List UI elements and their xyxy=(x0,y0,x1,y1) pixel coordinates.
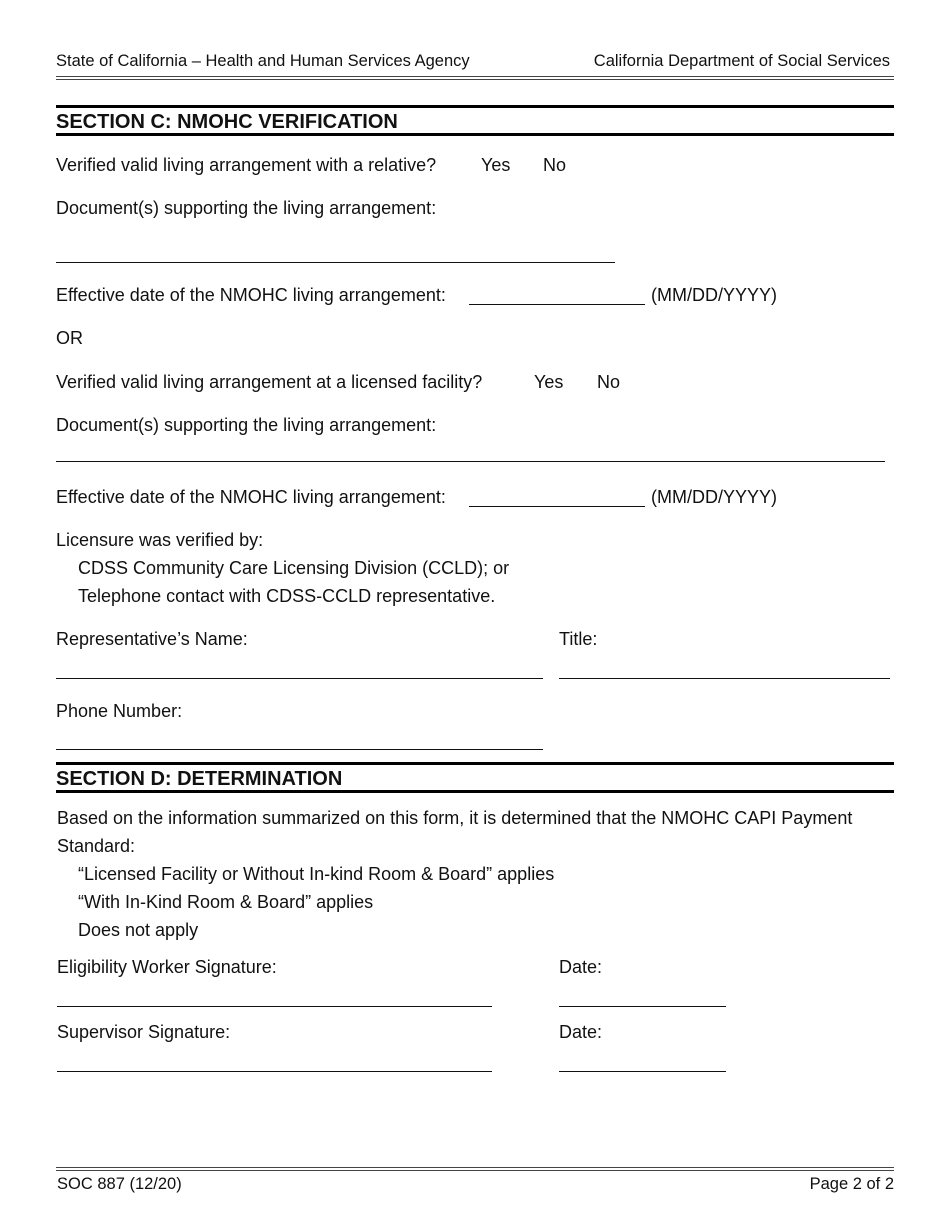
section-d-bottom-rule xyxy=(56,790,894,793)
licensure-label: Licensure was verified by: xyxy=(56,530,264,550)
footer-form-id: SOC 887 (12/20) xyxy=(57,1175,182,1193)
facility-no-option[interactable]: No xyxy=(597,372,621,392)
phone-field[interactable] xyxy=(56,749,543,750)
worker-date-field[interactable] xyxy=(559,1006,726,1007)
relative-question-label: Verified valid living arrangement with a relative? xyxy=(56,155,437,175)
footer-divider xyxy=(56,1167,894,1168)
licensure-option-ccld[interactable]: CDSS Community Care Licensing Division (CCLD); or xyxy=(78,558,510,578)
determination-option-licensed[interactable]: “Licensed Facility or Without In-kind Room & Board” applies xyxy=(78,864,555,884)
determination-text-line1: Based on the information summarized on this form, it is determined that the NMOHC CAPI Payment xyxy=(57,808,853,828)
relative-eff-date-field[interactable] xyxy=(469,304,645,305)
section-c-bottom-rule xyxy=(56,133,894,136)
worker-signature-label: Eligibility Worker Signature: xyxy=(57,957,277,977)
relative-eff-date-label: Effective date of the NMOHC living arrangement: xyxy=(56,285,446,305)
relative-docs-label: Document(s) supporting the living arrangement: xyxy=(56,198,437,218)
relative-docs-field[interactable] xyxy=(56,262,615,263)
rep-name-field[interactable] xyxy=(56,678,543,679)
facility-docs-field[interactable] xyxy=(56,461,885,462)
supervisor-signature-label: Supervisor Signature: xyxy=(57,1022,231,1042)
licensure-option-telephone[interactable]: Telephone contact with CDSS-CCLD representative. xyxy=(78,586,496,606)
header-divider-2 xyxy=(56,79,894,80)
worker-date-label: Date: xyxy=(559,957,603,977)
or-separator: OR xyxy=(56,328,83,348)
section-c-title: SECTION C: NMOHC VERIFICATION xyxy=(56,111,398,133)
rep-title-field[interactable] xyxy=(559,678,890,679)
supervisor-date-label: Date: xyxy=(559,1022,603,1042)
facility-docs-label: Document(s) supporting the living arrangement: xyxy=(56,415,437,435)
determination-option-not-apply[interactable]: Does not apply xyxy=(78,920,199,940)
relative-yes-option[interactable]: Yes xyxy=(481,155,511,175)
facility-question: Verified valid living arrangement at a licensed facility? xyxy=(56,372,483,392)
header-department: California Department of Social Services xyxy=(593,52,890,70)
facility-eff-date-field[interactable] xyxy=(469,506,645,507)
facility-eff-date-label: Effective date of the NMOHC living arrangement: xyxy=(56,487,446,507)
determination-text-line2: Standard: xyxy=(57,836,136,856)
footer-divider-2 xyxy=(56,1170,894,1171)
footer-page-number: Page 2 of 2 xyxy=(809,1175,894,1193)
facility-date-format: (MM/DD/YYYY) xyxy=(651,487,777,507)
section-d-top-rule xyxy=(56,762,894,765)
phone-label: Phone Number: xyxy=(56,701,183,721)
section-d-title: SECTION D: DETERMINATION xyxy=(56,768,343,790)
header-agency: State of California – Health and Human Services Agency xyxy=(56,52,470,70)
supervisor-date-field[interactable] xyxy=(559,1071,726,1072)
section-c-top-rule xyxy=(56,105,894,108)
rep-title-label: Title: xyxy=(559,629,598,649)
worker-signature-field[interactable] xyxy=(57,1006,492,1007)
relative-no-option[interactable]: No xyxy=(543,155,567,175)
facility-yes-option[interactable]: Yes xyxy=(534,372,564,392)
determination-option-in-kind[interactable]: “With In-Kind Room & Board” applies xyxy=(78,892,374,912)
header-divider xyxy=(56,76,894,77)
relative-date-format: (MM/DD/YYYY) xyxy=(651,285,777,305)
supervisor-signature-field[interactable] xyxy=(57,1071,492,1072)
relative-question xyxy=(56,155,436,176)
rep-name-label: Representative’s Name: xyxy=(56,629,248,649)
